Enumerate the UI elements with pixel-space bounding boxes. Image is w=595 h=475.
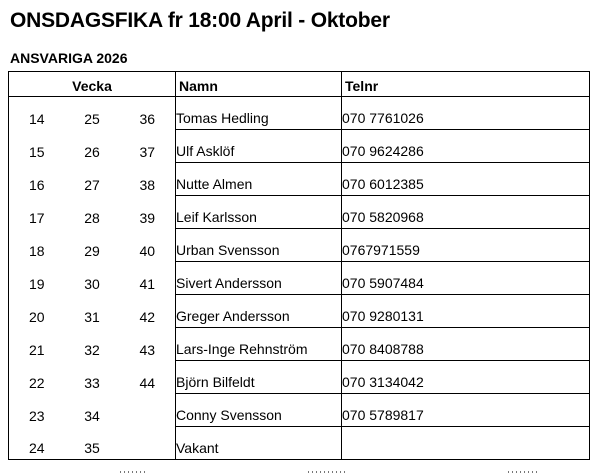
week-cell: 16 [9, 163, 65, 196]
week-cell: 22 [9, 361, 65, 394]
phone-cell: 070 9624286 [342, 130, 590, 163]
week-cell: 14 [9, 97, 65, 130]
week-cell: 30 [84, 275, 100, 292]
week-cell: 38 [120, 163, 176, 196]
table-row [9, 196, 590, 229]
phone-cell: 070 9280131 [342, 295, 590, 328]
week-cell: 39 [120, 196, 176, 229]
table-row [9, 328, 590, 361]
phone-cell: 070 5820968 [342, 196, 590, 229]
table-row [9, 97, 590, 130]
week-cell: 17 [9, 196, 65, 229]
document-subtitle: ANSVARIGA 2026 [10, 50, 128, 66]
week-cell [120, 427, 176, 460]
name-cell: Björn Bilfeldt [176, 361, 342, 394]
week-cell: 19 [9, 262, 65, 295]
header-namn: Namn [176, 72, 342, 97]
week-cell: 43 [120, 328, 176, 361]
phone-cell: 070 7761026 [342, 97, 590, 130]
header-telnr: Telnr [342, 72, 590, 97]
phone-cell: 070 8408788 [342, 328, 590, 361]
phone-cell: 0767971559 [342, 229, 590, 262]
table-row [9, 394, 590, 427]
week-cell: 42 [120, 295, 176, 328]
week-cell: 24 [9, 427, 65, 460]
name-cell: Tomas Hedling [176, 97, 342, 130]
name-cell: Greger Andersson [176, 295, 342, 328]
week-cell [120, 394, 176, 427]
document-title: ONSDAGSFIKA fr 18:00 April - Oktober [10, 9, 390, 32]
header-vecka: Vecka [9, 72, 176, 97]
week-cell: 25 [65, 97, 120, 130]
week-cell: 37 [120, 130, 176, 163]
week-cell: 18 [9, 229, 65, 262]
schedule-table [8, 71, 590, 460]
name-cell: Urban Svensson [176, 229, 342, 262]
week-cell: 31 [84, 308, 100, 325]
week-cell: 21 [9, 328, 65, 361]
week-cell: 29 [84, 242, 100, 259]
name-cell: Leif Karlsson [176, 196, 342, 229]
week-cell: 34 [84, 407, 100, 424]
name-cell: Sivert Andersson [176, 262, 342, 295]
week-cell: 23 [9, 394, 65, 427]
phone-cell: 070 5907484 [342, 262, 590, 295]
phone-cell: 070 6012385 [342, 163, 590, 196]
table-row [9, 262, 590, 295]
week-cell: 36 [120, 97, 176, 130]
name-cell: Lars-Inge Rehnström [176, 328, 342, 361]
table-row [9, 229, 590, 262]
table-row [9, 361, 590, 394]
header-row [9, 72, 590, 97]
name-cell: Nutte Almen [176, 163, 342, 196]
phone-cell: 070 3134042 [342, 361, 590, 394]
week-cell: 33 [84, 374, 100, 391]
week-cell: 27 [84, 176, 100, 193]
table-row [9, 163, 590, 196]
phone-cell [342, 427, 590, 460]
name-cell: Ulf Asklöf [176, 130, 342, 163]
week-cell: 20 [9, 295, 65, 328]
week-cell: 28 [84, 209, 100, 226]
phone-cell: 070 5789817 [342, 394, 590, 427]
week-cell: 40 [120, 229, 176, 262]
week-cell: 41 [120, 262, 176, 295]
table-row [9, 295, 590, 328]
week-cell: 35 [65, 427, 120, 460]
week-cell: 15 [9, 130, 65, 163]
table-row [9, 427, 590, 460]
week-cell: 32 [84, 341, 100, 358]
week-cell: 44 [120, 361, 176, 394]
week-cell: 26 [84, 143, 100, 160]
name-cell: Vakant [176, 427, 342, 460]
page-break-marks [8, 470, 588, 474]
table-row [9, 130, 590, 163]
name-cell: Conny Svensson [176, 394, 342, 427]
